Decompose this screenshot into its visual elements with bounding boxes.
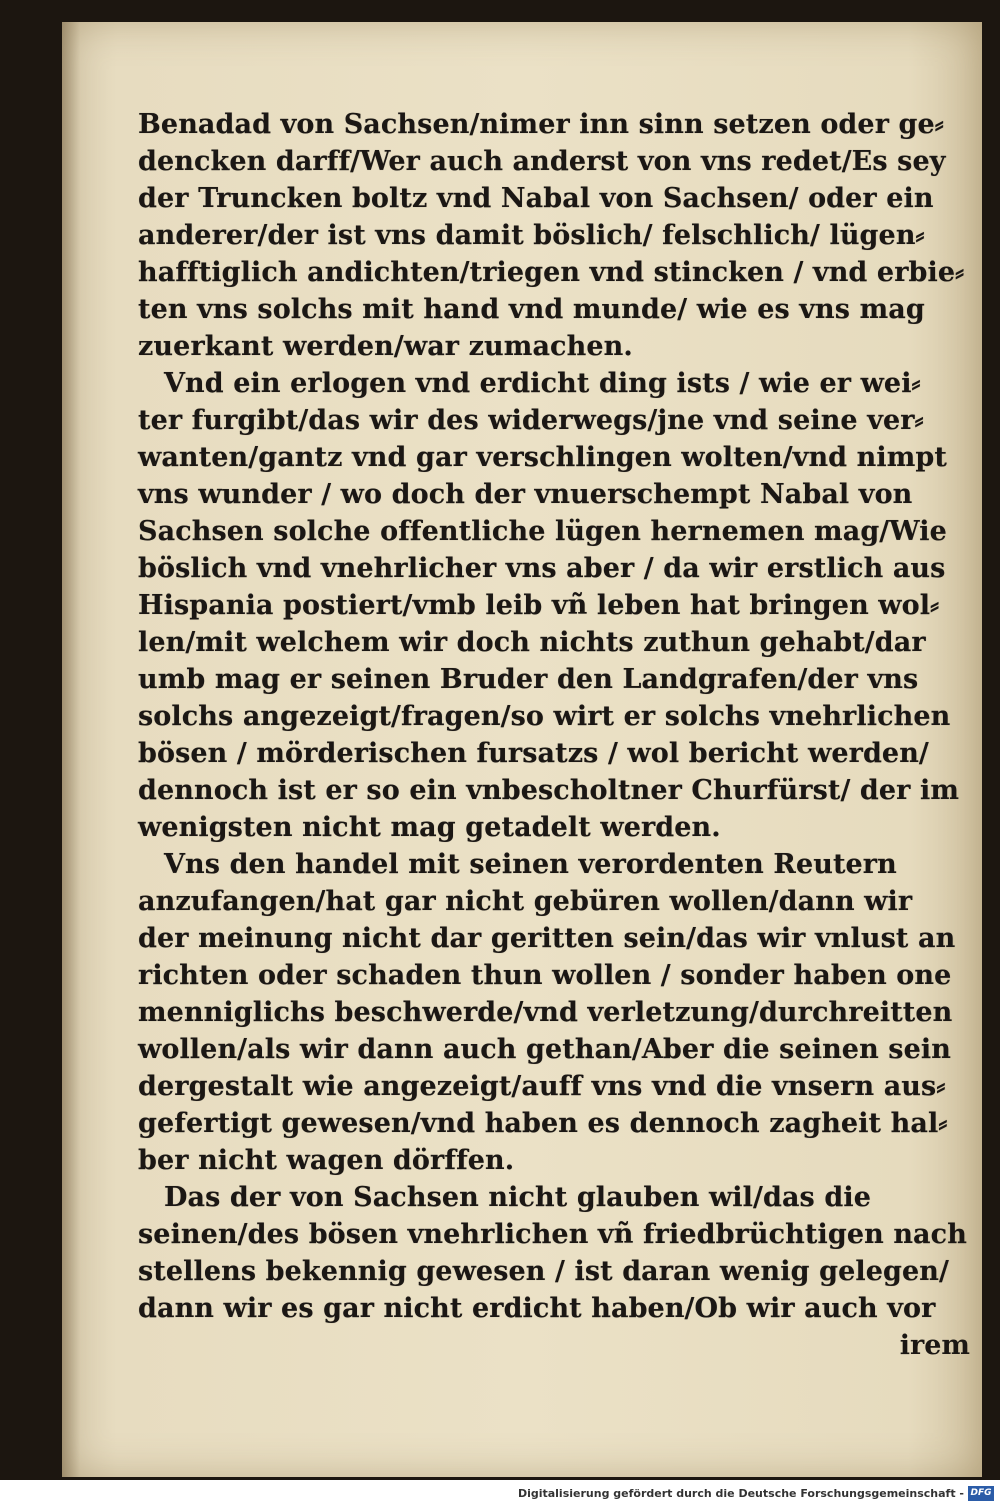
text-line: dencken darff/Wer auch anderst von vns redet/Es sey — [138, 146, 946, 177]
text-line: stellens bekennig gewesen / ist daran wenig gelegen/ — [138, 1256, 949, 1287]
text-line: seinen/des bösen vnehrlichen vñ friedbrüchtigen nach — [138, 1219, 967, 1250]
text-line: der Truncken boltz vnd Nabal von Sachsen/ oder ein — [138, 183, 934, 214]
text-line: ber nicht wagen dörffen. — [138, 1145, 515, 1176]
text-line: wollen/als wir dann auch gethan/Aber die seinen sein — [138, 1034, 951, 1065]
text-line: ter furgibt/das wir des widerwegs/jne vnd seine ver⸗ — [138, 405, 924, 436]
text-line: richten oder schaden thun wollen / sonder haben one — [138, 960, 952, 991]
text-line: dann wir es gar nicht erdicht haben/Ob wir auch vor — [138, 1293, 936, 1324]
text-line: dennoch ist er so ein vnbescholtner Churfürst/ der im — [138, 775, 960, 806]
funding-credit: Digitalisierung gefördert durch die Deutsche Forschungsgemeinschaft - — [517, 1487, 964, 1500]
dfg-logo-icon: DFG — [968, 1486, 994, 1501]
book-page — [62, 22, 982, 1477]
text-line: solchs angezeigt/fragen/so wirt er solchs vnehrlichen — [138, 701, 951, 732]
text-line: menniglichs beschwerde/vnd verletzung/durchreitten — [138, 997, 953, 1028]
text-line: Vns den handel mit seinen verordenten Reutern — [164, 849, 897, 880]
text-line: gefertigt gewesen/vnd haben es dennoch zagheit hal⸗ — [138, 1108, 948, 1139]
digitization-footer — [0, 1480, 1000, 1508]
text-line: Hispania postiert/vmb leib vñ leben hat bringen wol⸗ — [138, 590, 940, 621]
text-line: wenigsten nicht mag getadelt werden. — [138, 812, 721, 843]
text-line: Sachsen solche offentliche lügen hernemen mag/Wie — [138, 516, 947, 547]
catchword: irem — [899, 1330, 970, 1361]
text-line: anderer/der ist vns damit böslich/ felschlich/ lügen⸗ — [138, 220, 925, 251]
text-line: vns wunder / wo doch der vnuerschempt Nabal von — [138, 479, 913, 510]
text-line: ten vns solchs mit hand vnd munde/ wie es vns mag — [138, 294, 925, 325]
text-line: der meinung nicht dar geritten sein/das wir vnlust an — [138, 923, 956, 954]
text-line: zuerkant werden/war zumachen. — [138, 331, 633, 362]
text-line: Das der von Sachsen nicht glauben wil/das die — [164, 1182, 871, 1213]
page-gutter-shadow — [62, 22, 80, 1477]
text-line: umb mag er seinen Bruder den Landgrafen/der vns — [138, 664, 919, 695]
text-line: böslich vnd vnehrlicher vns aber / da wir erstlich aus — [138, 553, 946, 584]
text-line: Vnd ein erlogen vnd erdicht ding ists / wie er wei⸗ — [164, 368, 921, 399]
text-line: dergestalt wie angezeigt/auff vns vnd die vnsern aus⸗ — [138, 1071, 946, 1102]
page-text-block — [138, 106, 978, 1364]
text-line: hafftiglich andichten/triegen vnd stincken / vnd erbie⸗ — [138, 257, 965, 288]
text-line: len/mit welchem wir doch nichts zuthun gehabt/dar — [138, 627, 926, 658]
text-line: anzufangen/hat gar nicht gebüren wollen/dann wir — [138, 886, 913, 917]
text-line: Benadad von Sachsen/nimer inn sinn setzen oder ge⸗ — [138, 109, 944, 140]
text-line: bösen / mörderischen fursatzs / wol bericht werden/ — [138, 738, 929, 769]
text-line: wanten/gantz vnd gar verschlingen wolten/vnd nimpt — [138, 442, 947, 473]
